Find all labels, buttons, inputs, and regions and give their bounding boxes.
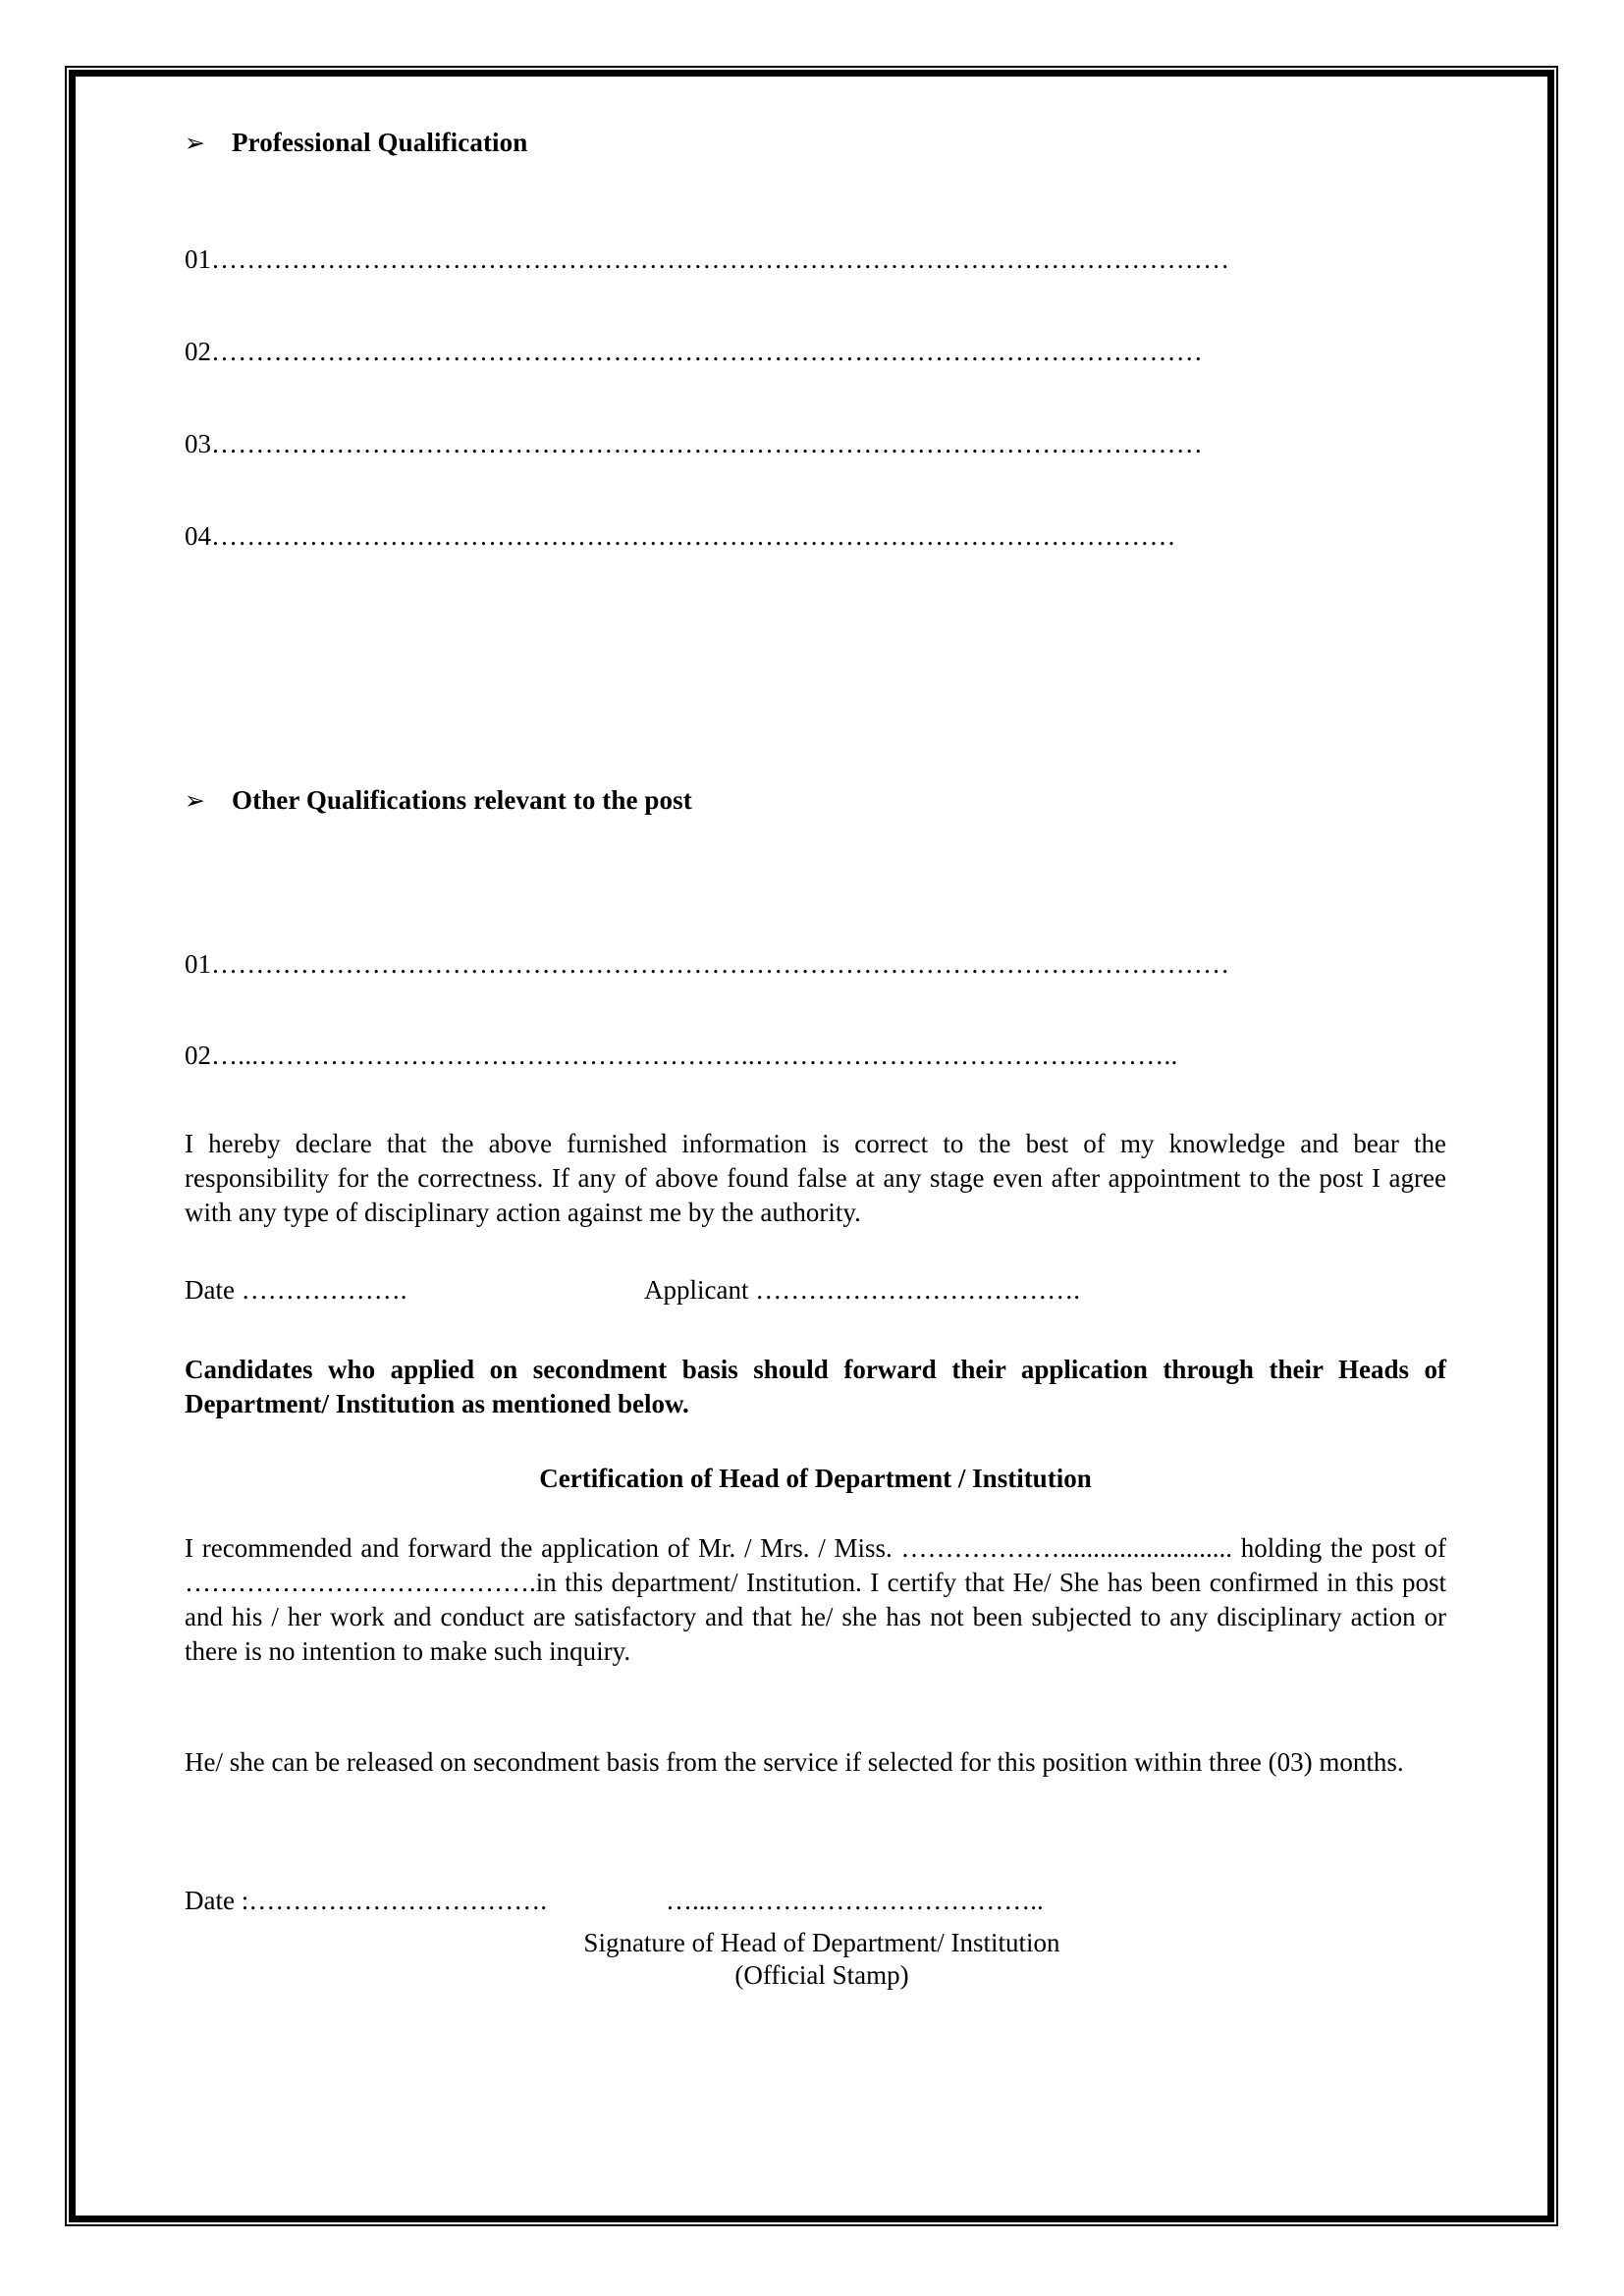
arrow-bullet-icon: ➢ (185, 129, 206, 157)
signature-caption: Signature of Head of Department/ Institution (583, 1928, 1060, 1957)
fill-line-other-02[interactable] (185, 1041, 1446, 1071)
heading-professional-qualification (185, 128, 1446, 158)
dotted-leader: ………………………………………………………………………………………………… (211, 430, 1204, 458)
page-content (76, 77, 1547, 2216)
dotted-leader: ……………………………………………………………………………………………… (211, 522, 1176, 551)
arrow-bullet-icon: ➢ (185, 786, 206, 815)
line-number: 01 (185, 245, 211, 274)
page-border-inner (69, 70, 1554, 2222)
certification-signature-row (185, 1885, 1446, 1924)
heading-text: Professional Qualification (232, 128, 528, 157)
line-number: 04 (185, 522, 211, 551)
heading-other-qualifications (185, 785, 1446, 816)
line-number: 02 (185, 338, 211, 366)
declaration-signature-row (185, 1274, 1446, 1313)
fill-line-professional-01[interactable] (185, 245, 1446, 275)
declaration-paragraph: I hereby declare that the above furnished information is correct to the best of my knowledge and bear the responsibility for the correctness. If any of above found false at any stage even after appointment to the post I agree with any type of disciplinary action against me by the authority. (185, 1129, 1446, 1228)
dotted-leader: …………………………………………………………………………………………………… (211, 245, 1230, 274)
line-number: 01 (185, 950, 211, 979)
heading-text: Other Qualifications relevant to the post (232, 785, 692, 815)
certification-heading: Certification of Head of Department / Institution (539, 1464, 1092, 1493)
date-field-head[interactable]: Date :……………………………. (185, 1886, 547, 1915)
page-border-outer (65, 66, 1558, 2226)
signature-caption-block (508, 1927, 1136, 1992)
recommendation-paragraph: I recommended and forward the application of Mr. / Mrs. / Miss. ……………….......................... holding the post of ………………………………….in this department/ Institution. I certify that He/ She has been confirmed in this post and his / her work and conduct are satisfactory and that he/ she has not been subjected to any disciplinary action or there is no intention to make such inquiry. (185, 1533, 1446, 1667)
line-number: 02 (185, 1041, 211, 1070)
dotted-leader: …………………………………………………………………………………………………… (211, 950, 1230, 979)
applicant-signature-field[interactable]: Applicant ………………………………. (644, 1275, 1080, 1305)
fill-line-professional-04[interactable] (185, 522, 1446, 552)
dotted-leader: …...………………………………………………..……………………………….……….. (211, 1041, 1178, 1070)
date-field-applicant[interactable]: Date ………………. (185, 1275, 407, 1305)
release-paragraph: He/ she can be released on secondment basis from the service if selected for this position within three (03) months. (185, 1747, 1404, 1777)
secondment-notice: Candidates who applied on secondment basis should forward their application through their Heads of Department/ Institution as mentioned below. (185, 1355, 1446, 1419)
head-signature-leader[interactable]: …...……………………………….. (666, 1886, 1044, 1915)
fill-line-professional-02[interactable] (185, 338, 1446, 367)
official-stamp-caption: (Official Stamp) (734, 1959, 909, 1990)
fill-line-professional-03[interactable] (185, 430, 1446, 459)
line-number: 03 (185, 430, 211, 458)
dotted-leader: ………………………………………………………………………………………………… (211, 338, 1204, 366)
fill-line-other-01[interactable] (185, 950, 1446, 980)
